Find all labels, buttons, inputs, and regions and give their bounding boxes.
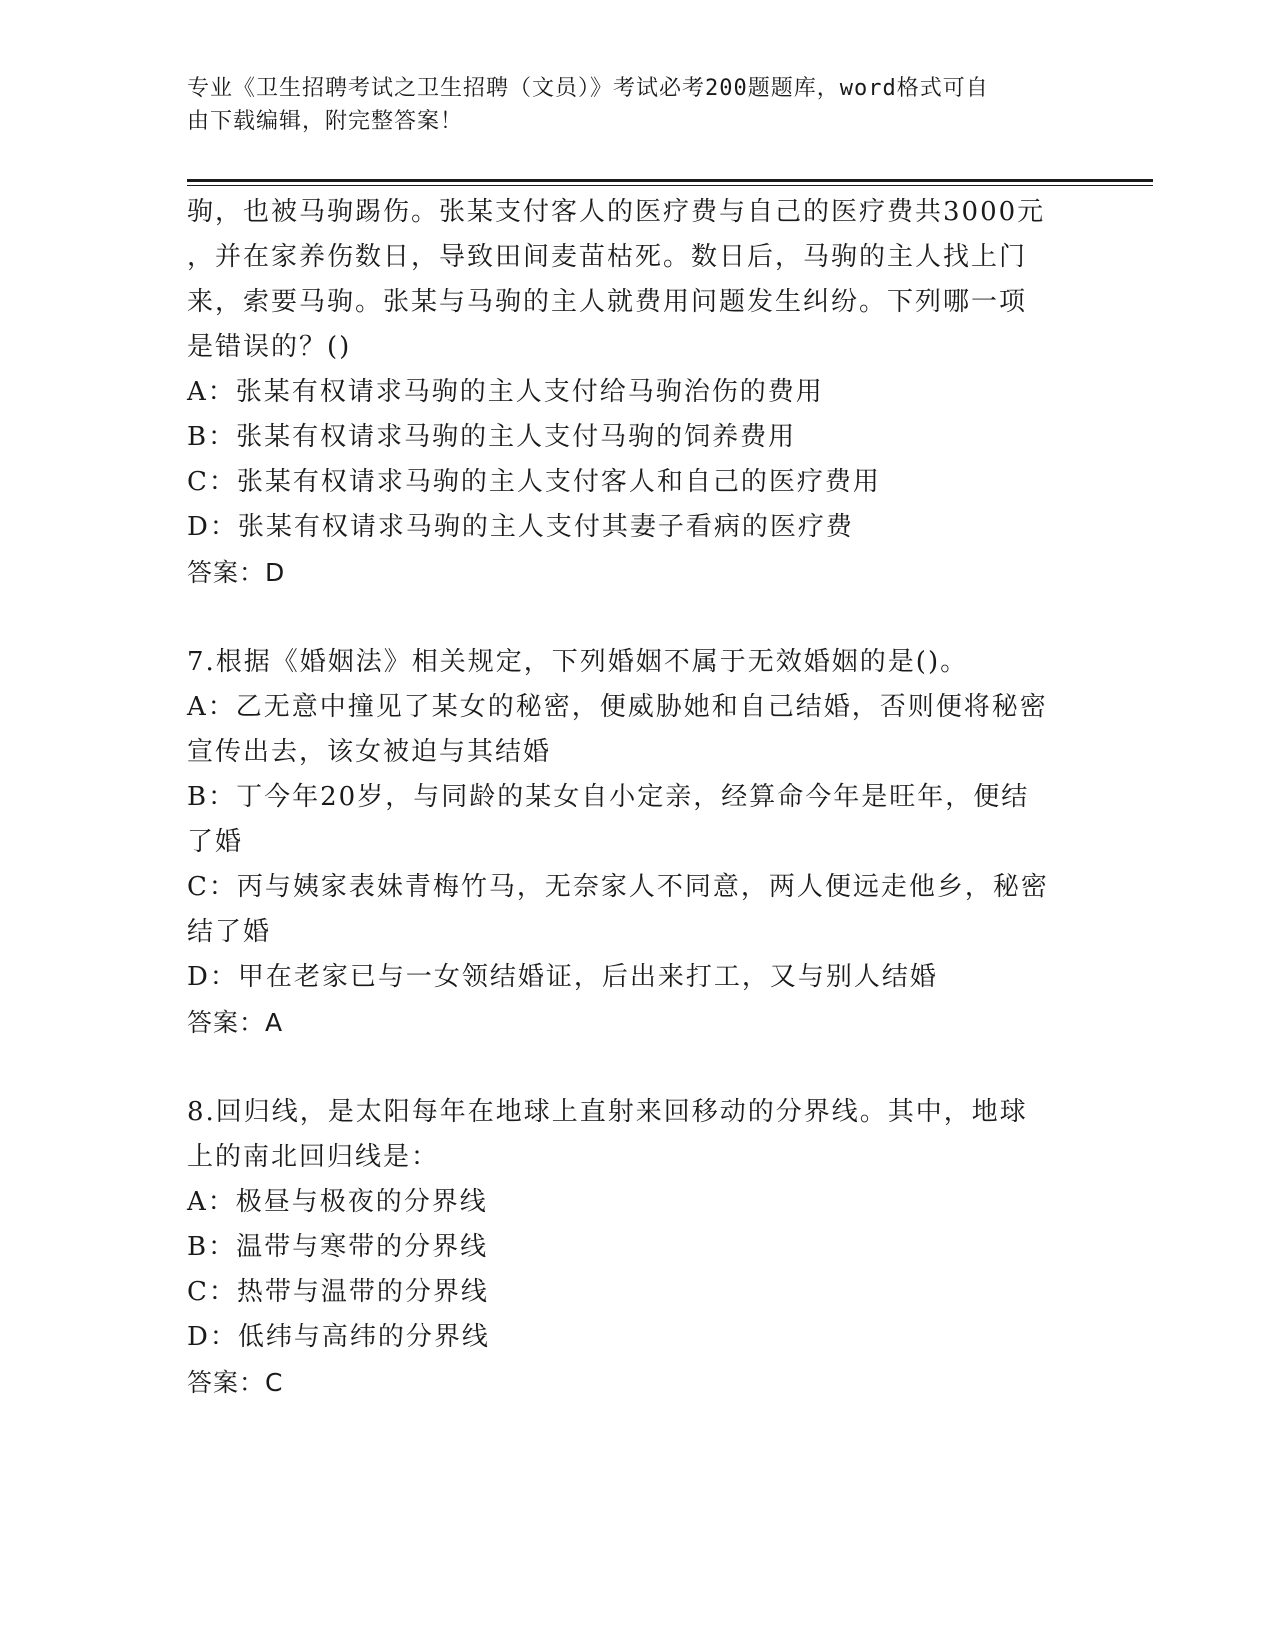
answer-label: 答案：D	[187, 558, 286, 587]
question-stem-line: 上的南北回归线是：	[187, 1142, 440, 1172]
option-a-continued: 宣传出去，该女被迫与其结婚	[187, 737, 552, 767]
question-6	[187, 190, 1087, 595]
option-c: C：热带与温带的分界线	[187, 1277, 489, 1307]
option-a: A：张某有权请求马驹的主人支付给马驹治伤的费用	[187, 377, 824, 407]
option-c: C：张某有权请求马驹的主人支付客人和自己的医疗费用	[187, 467, 881, 497]
question-stem-line: 来，索要马驹。张某与马驹的主人就费用问题发生纠纷。下列哪一项	[187, 287, 1028, 317]
option-c: C：丙与姨家表妹青梅竹马，无奈家人不同意，两人便远走他乡，秘密	[187, 872, 1049, 902]
spacer	[187, 1045, 1087, 1090]
question-stem-line: ，并在家养伤数日，导致田间麦苗枯死。数日后，马驹的主人找上门	[187, 242, 1028, 272]
spacer	[187, 595, 1087, 640]
option-b: B：丁今年20岁，与同龄的某女自小定亲，经算命今年是旺年，便结	[187, 782, 1030, 812]
header-rule-thin	[187, 185, 1153, 186]
header-title-line-2: 由下载编辑，附完整答案！	[187, 109, 464, 134]
option-d: D：低纬与高纬的分界线	[187, 1322, 490, 1352]
option-c-continued: 结了婚	[187, 917, 272, 947]
option-d: D：张某有权请求马驹的主人支付其妻子看病的医疗费	[187, 512, 854, 542]
question-7	[187, 640, 1087, 1045]
question-content	[187, 190, 1087, 1405]
document-header	[187, 72, 1067, 138]
option-a: A：乙无意中撞见了某女的秘密，便威胁她和自己结婚，否则便将秘密	[187, 692, 1048, 722]
option-b: B：温带与寒带的分界线	[187, 1232, 489, 1262]
question-stem-line: 是错误的？()	[187, 332, 352, 362]
answer-label: 答案：A	[187, 1008, 284, 1037]
question-stem-line: 8.回归线，是太阳每年在地球上直射来回移动的分界线。其中，地球	[187, 1097, 1028, 1127]
question-stem-line: 驹，也被马驹踢伤。张某支付客人的医疗费与自己的医疗费共3000元	[187, 197, 1046, 227]
header-title-line-1: 专业《卫生招聘考试之卫生招聘（文员）》考试必考200题题库，word格式可自	[187, 76, 989, 101]
option-b: B：张某有权请求马驹的主人支付马驹的饲养费用	[187, 422, 797, 452]
header-rule-thick	[187, 179, 1153, 182]
question-stem-line: 7.根据《婚姻法》相关规定，下列婚姻不属于无效婚姻的是()。	[187, 647, 969, 677]
option-a: A：极昼与极夜的分界线	[187, 1187, 488, 1217]
option-b-continued: 了婚	[187, 827, 244, 857]
answer-label: 答案：C	[187, 1368, 284, 1397]
question-8	[187, 1090, 1087, 1405]
option-d: D：甲在老家已与一女领结婚证，后出来打工，又与别人结婚	[187, 962, 938, 992]
